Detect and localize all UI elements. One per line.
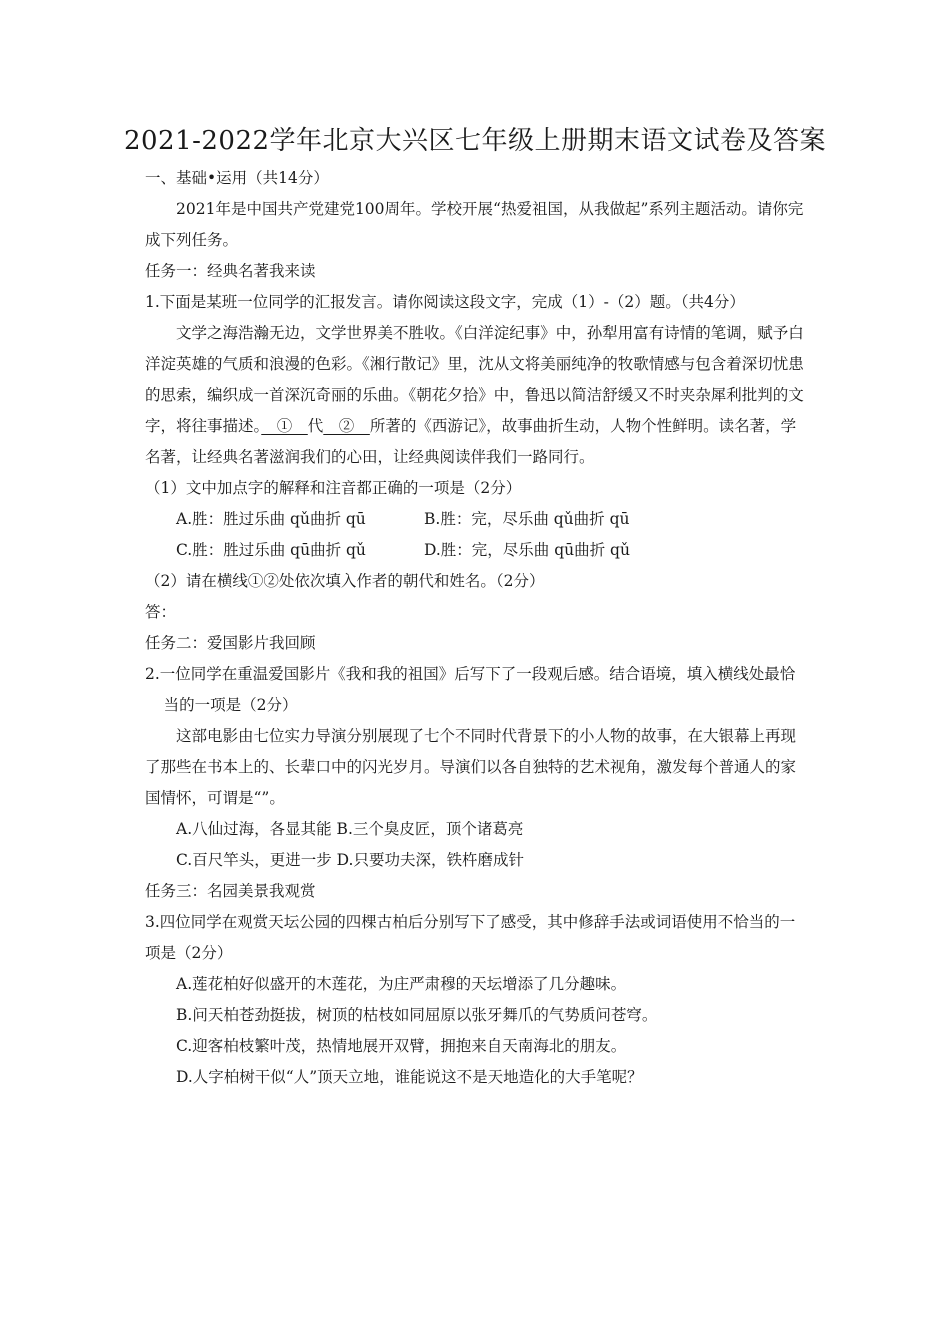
q1-option-a: A.胜：胜过乐曲 qǔ曲折 qū [176, 510, 366, 528]
document-body [145, 163, 810, 1093]
blank-1: ① [261, 417, 308, 435]
q1-option-d: D.胜：完，尽乐曲 qū曲折 qǔ [424, 541, 630, 559]
q1-passage-after: 所著的《西游记》，故事曲折生动，人物个性鲜明。读名著，学名著，让经典名著滋润我们的心田，让经典阅读伴我们一路同行。 [145, 417, 797, 466]
q2-options-cd: C.百尺竿头，更进一步 D.只要功夫深，铁杵磨成针 [176, 851, 524, 869]
q2-stem: 2.一位同学在重温爱国影片《我和我的祖国》后写下了一段观后感。结合语境，填入横线处最恰当的一项是（2分） [145, 665, 796, 714]
answer-label: 答： [145, 603, 177, 621]
q3-option-d: D.人字柏树干似“人”顶天立地，谁能说这不是天地造化的大手笔呢？ [176, 1068, 643, 1086]
task2-heading: 任务二：爱国影片我回顾 [145, 634, 316, 652]
q3-option-c: C.迎客柏枝繁叶茂，热情地展开双臂，拥抱来自天南海北的朋友。 [176, 1037, 627, 1055]
task1-heading: 任务一：经典名著我来读 [145, 262, 316, 280]
intro-paragraph: 2021年是中国共产党建党100周年。学校开展“热爱祖国，从我做起”系列主题活动。请你完成下列任务。 [145, 200, 804, 249]
q1-option-b: B.胜：完，尽乐曲 qǔ曲折 qū [424, 510, 630, 528]
section-header: 一、基础•运用（共14分） [145, 169, 329, 187]
q1-sub2: （2）请在横线①②处依次填入作者的朝代和姓名。（2分） [145, 572, 545, 590]
q2-options-ab: A.八仙过海，各显其能 B.三个臭皮匠，顶个诸葛亮 [176, 820, 524, 838]
q1-option-c: C.胜：胜过乐曲 qū曲折 qǔ [176, 541, 366, 559]
q1-sub1: （1）文中加点字的解释和注音都正确的一项是（2分） [145, 479, 522, 497]
q1-options-row2 [145, 535, 810, 566]
q1-stem: 1.下面是某班一位同学的汇报发言。请你阅读这段文字，完成（1）-（2）题。（共4分） [145, 293, 745, 311]
q2-passage: 这部电影由七位实力导演分别展现了七个不同时代背景下的小人物的故事，在大银幕上再现了那些在书本上的、长辈口中的闪光岁月。导演们以各自独特的艺术视角，激发每个普通人的家国情怀，可谓是“”。 [145, 727, 797, 807]
q3-option-a: A.莲花柏好似盛开的木莲花，为庄严肃穆的天坛增添了几分趣味。 [176, 975, 627, 993]
q1-options-row1 [145, 504, 810, 535]
dai-text: 代 [307, 417, 324, 435]
blank-2: ② [323, 417, 370, 435]
q3-option-b: B.问天柏苍劲挺拔，树顶的枯枝如同屈原以张牙舞爪的气势质问苍穹。 [176, 1006, 658, 1024]
q1-passage [145, 318, 810, 473]
q3-stem: 3.四位同学在观赏天坛公园的四棵古柏后分别写下了感受，其中修辞手法或词语使用不恰当的一项是（2分） [145, 913, 796, 962]
q1-passage-before: 文学之海浩瀚无边，文学世界美不胜收。《白洋淀纪事》中，孙犁用富有诗情的笔调，赋予白洋淀英雄的气质和浪漫的色彩。《湘行散记》里，沈从文将美丽纯净的牧歌情感与包含着深切忧患的思索，编织成一首深沉奇丽的乐曲。《朝花夕拾》中，鲁迅以简洁舒缓又不时夹杂犀利批判的文字，将往事描述。 [145, 324, 804, 435]
task3-heading: 任务三：名园美景我观赏 [145, 882, 316, 900]
document-title: 2021-2022学年北京大兴区七年级上册期末语文试卷及答案 [123, 126, 827, 156]
